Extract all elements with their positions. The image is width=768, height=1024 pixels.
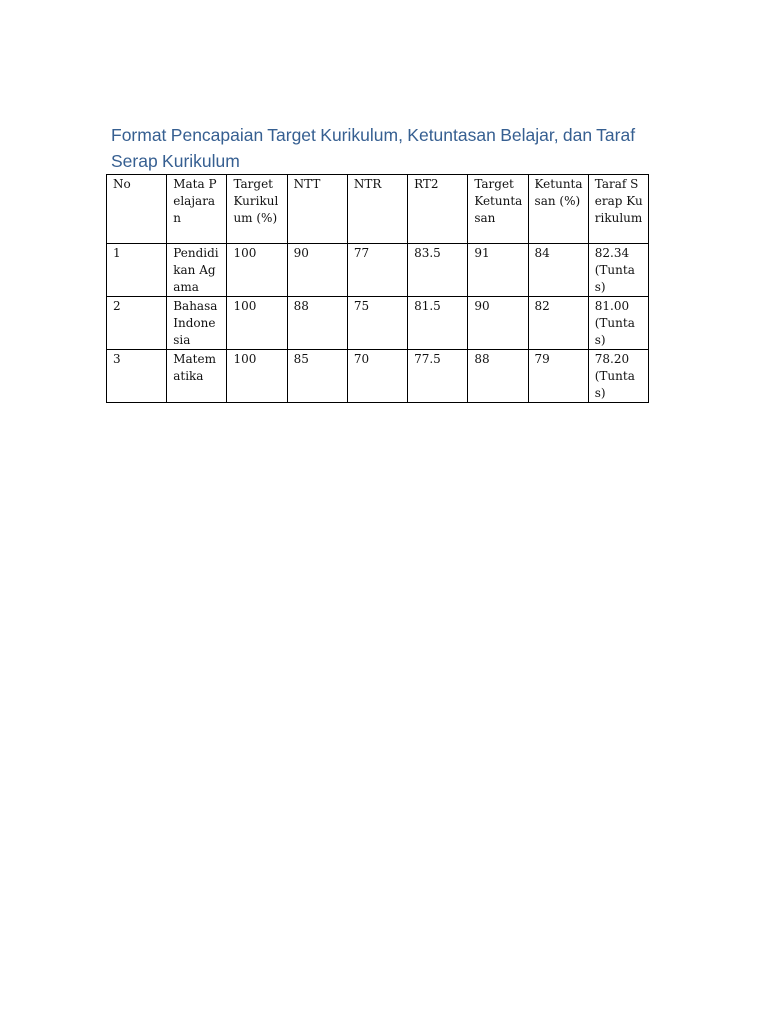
cell-target-ketuntasan: 91: [468, 244, 528, 297]
cell-taraf-serap: 81.00 (Tuntas): [588, 297, 648, 350]
cell-rt2: 81.5: [408, 297, 468, 350]
cell-ntt: 90: [287, 244, 347, 297]
cell-mata-pelajaran: Bahasa Indonesia: [167, 297, 227, 350]
cell-ntr: 77: [347, 244, 407, 297]
table-header: [107, 175, 649, 244]
cell-ntt: 85: [287, 350, 347, 403]
table-row: [107, 244, 649, 297]
header-ketuntasan: Ketuntasan (%): [528, 175, 588, 244]
cell-ntt: 88: [287, 297, 347, 350]
header-row: [107, 175, 649, 244]
cell-mata-pelajaran: Matematika: [167, 350, 227, 403]
cell-target-kurikulum: 100: [227, 297, 287, 350]
cell-taraf-serap: 82.34 (Tuntas): [588, 244, 648, 297]
cell-no: 2: [107, 297, 167, 350]
cell-ketuntasan: 79: [528, 350, 588, 403]
cell-target-ketuntasan: 88: [468, 350, 528, 403]
table-row: [107, 350, 649, 403]
table-body: [107, 244, 649, 403]
cell-ntr: 70: [347, 350, 407, 403]
cell-rt2: 77.5: [408, 350, 468, 403]
curriculum-achievement-table: [106, 174, 649, 403]
cell-ketuntasan: 84: [528, 244, 588, 297]
cell-mata-pelajaran: Pendidikan Agama: [167, 244, 227, 297]
cell-taraf-serap: 78.20 (Tuntas): [588, 350, 648, 403]
header-mata-pelajaran: Mata Pelajaran: [167, 175, 227, 244]
cell-ntr: 75: [347, 297, 407, 350]
cell-target-kurikulum: 100: [227, 244, 287, 297]
cell-target-kurikulum: 100: [227, 350, 287, 403]
document-title: Format Pencapaian Target Kurikulum, Ketuntasan Belajar, dan Taraf Serap Kurikulum: [111, 125, 636, 171]
header-no: No: [107, 175, 167, 244]
cell-rt2: 83.5: [408, 244, 468, 297]
cell-target-ketuntasan: 90: [468, 297, 528, 350]
header-target-kurikulum: Target Kurikulum (%): [227, 175, 287, 244]
cell-no: 3: [107, 350, 167, 403]
table-row: [107, 297, 649, 350]
header-ntt: NTT: [287, 175, 347, 244]
header-taraf-serap-kurikulum: Taraf Serap Kurikulum: [588, 175, 648, 244]
header-target-ketuntasan: Target Ketuntasan: [468, 175, 528, 244]
header-ntr: NTR: [347, 175, 407, 244]
cell-ketuntasan: 82: [528, 297, 588, 350]
cell-no: 1: [107, 244, 167, 297]
header-rt2: RT2: [408, 175, 468, 244]
